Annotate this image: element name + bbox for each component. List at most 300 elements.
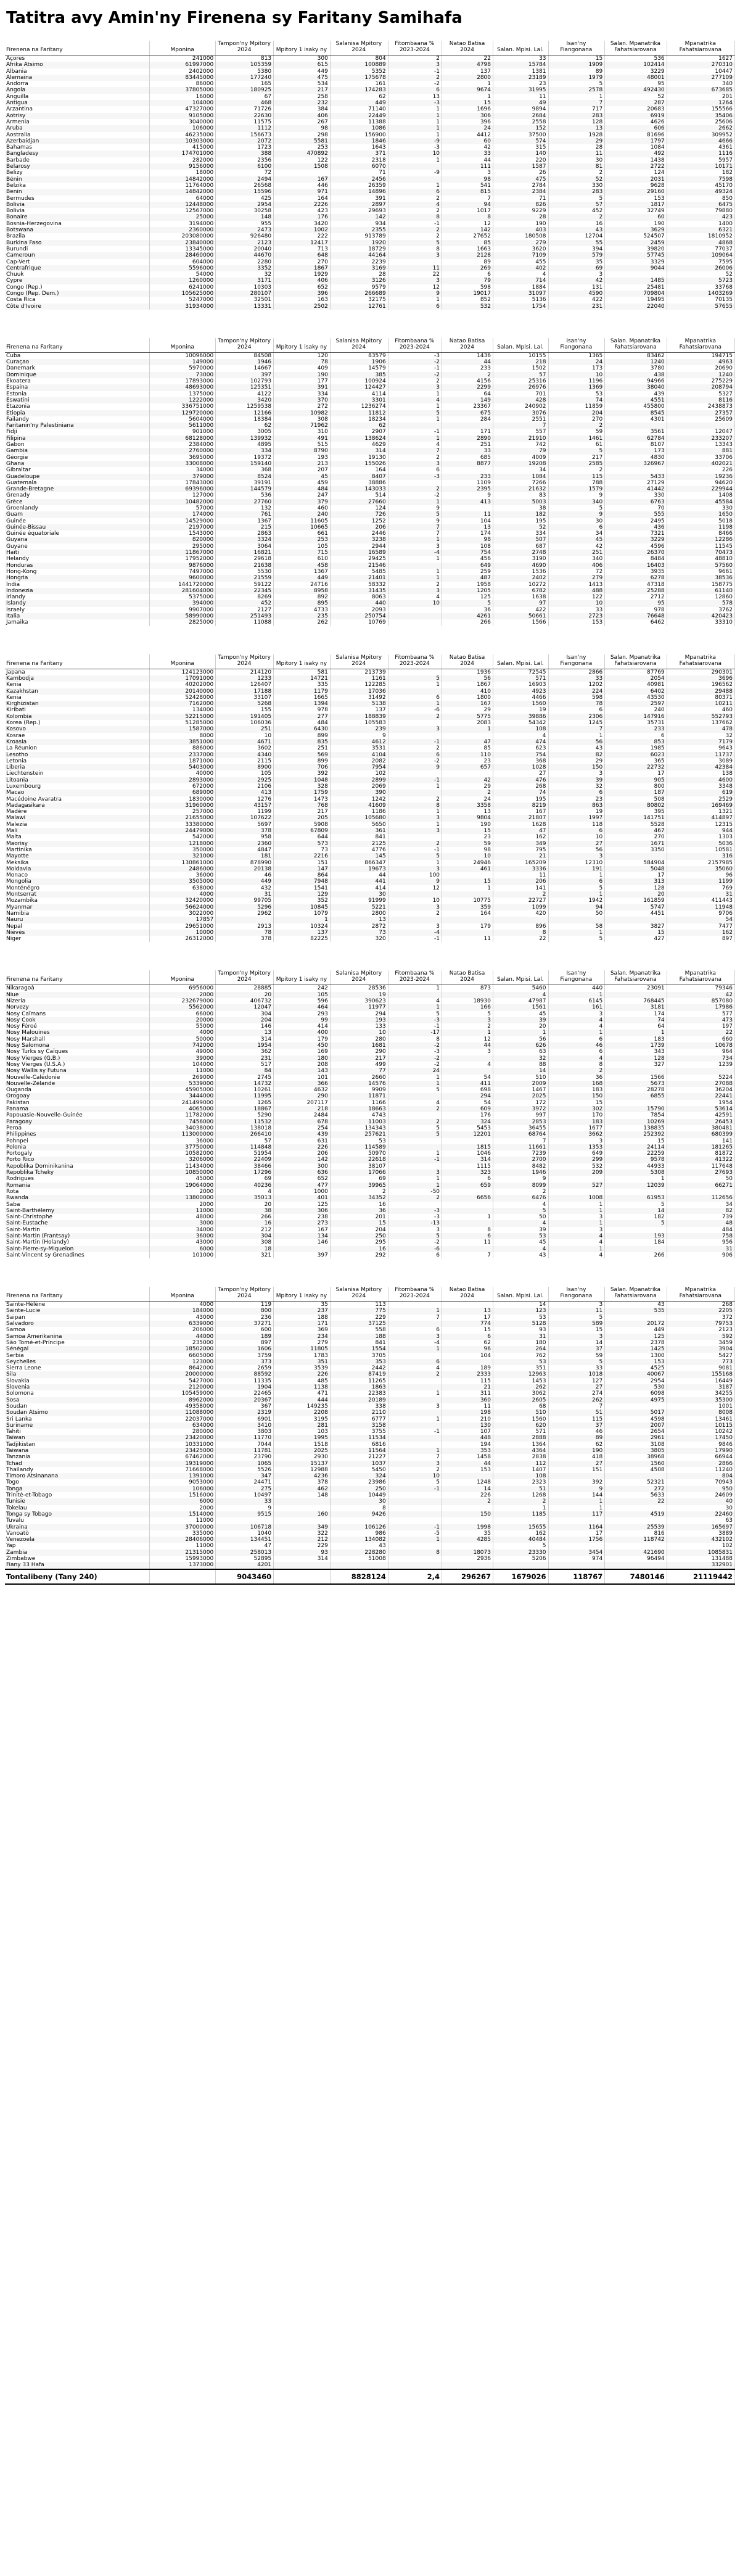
cell-average-publishers: 4114 <box>330 391 388 397</box>
cell-average-publishers: 31435 <box>330 588 388 594</box>
cell-baptized: 541 <box>442 183 493 189</box>
cell-ratio: 1783 <box>274 1353 331 1359</box>
cell-growth <box>388 607 442 613</box>
country-name: Guinée équatoriale <box>5 530 150 537</box>
cell-growth: 1 <box>388 157 442 163</box>
cell-growth: -1 <box>388 365 442 371</box>
cell-peak-publishers: 102793 <box>216 378 274 384</box>
cell-memorial-attendance: 2866 <box>667 1461 734 1467</box>
table-row <box>5 1075 735 1081</box>
cell-memorial-avg: 9044 <box>605 265 667 271</box>
cell-baptized: 189 <box>442 1365 493 1371</box>
cell-baptized: 2395 <box>442 486 493 492</box>
cell-baptized: 10775 <box>442 898 493 904</box>
cell-growth <box>388 1144 442 1150</box>
cell-peak-publishers: 897 <box>216 1340 274 1346</box>
cell-peak-publishers: 5526 <box>216 1467 274 1473</box>
cell-memorial-avg: 190 <box>605 221 667 227</box>
cell-population: 5247000 <box>150 297 216 303</box>
cell-growth: 1 <box>388 119 442 125</box>
cell-memorial-avg: 182 <box>605 1214 667 1220</box>
table-row <box>5 783 735 790</box>
cell-peak-publishers: 15596 <box>216 189 274 195</box>
column-header-memorial-attendance: Mpanatrika Fahatsiarovana <box>667 41 734 56</box>
cell-growth: 5 <box>388 1011 442 1017</box>
cell-peak-publishers: 126407 <box>216 682 274 688</box>
cell-memorial-avg: 102414 <box>605 62 667 68</box>
cell-ratio: 308 <box>274 416 331 423</box>
cell-peak-publishers: 12166 <box>216 410 274 416</box>
cell-baptized: 4156 <box>442 378 493 384</box>
cell-population: 257000 <box>150 809 216 815</box>
cell-growth: 6 <box>388 1359 442 1365</box>
cell-bible-studies: 620 <box>493 1422 549 1429</box>
table-row <box>5 1062 735 1068</box>
table-row <box>5 1081 735 1087</box>
cell-population: 14842000 <box>150 176 216 183</box>
cell-memorial-avg: 2597 <box>605 701 667 707</box>
cell-memorial-attendance: 7598 <box>667 176 734 183</box>
cell-congregations: 270 <box>548 416 605 423</box>
cell-baptized: 108 <box>442 543 493 550</box>
cell-peak-publishers: 3324 <box>216 537 274 543</box>
cell-congregations: 128 <box>548 119 605 125</box>
cell-baptized <box>442 930 493 936</box>
cell-memorial-attendance: 27088 <box>667 1081 734 1087</box>
country-name: Israely <box>5 607 150 613</box>
cell-ratio: 15137 <box>274 1461 331 1467</box>
country-name: Saint-Barthélemy <box>5 1208 150 1214</box>
cell-baptized: 873 <box>442 985 493 992</box>
cell-peak-publishers: 204 <box>216 1017 274 1023</box>
cell-peak-publishers: 600 <box>216 1327 274 1333</box>
cell-ratio: 167 <box>274 1227 331 1233</box>
cell-bible-studies: 896 <box>493 923 549 930</box>
cell-population: 50000 <box>150 1036 216 1042</box>
table-row <box>5 1371 735 1377</box>
country-name: Portogaly <box>5 1150 150 1157</box>
cell-congregations: 1 <box>548 1208 605 1214</box>
cell-congregations <box>548 1517 605 1524</box>
country-name: Nosy Vierges (G.B.) <box>5 1055 150 1062</box>
table-row <box>5 384 735 390</box>
cell-peak-publishers: 38 <box>216 1208 274 1214</box>
cell-average-publishers: 441 <box>330 878 388 885</box>
column-header-ratio: Mpitory 1 isaky ny <box>274 41 331 56</box>
cell-baptized: 2936 <box>442 1556 493 1562</box>
cell-peak-publishers: 32501 <box>216 297 274 303</box>
cell-baptized: 233 <box>442 365 493 371</box>
table-row <box>5 410 735 416</box>
cell-average-publishers: 12761 <box>330 303 388 310</box>
cell-memorial-attendance: 3904 <box>667 1346 734 1352</box>
cell-population: 18502000 <box>150 1346 216 1352</box>
cell-memorial-avg: 4451 <box>605 910 667 917</box>
cell-baptized <box>442 1208 493 1214</box>
cell-memorial-attendance: 79753 <box>667 1321 734 1327</box>
cell-bible-studies: 22727 <box>493 898 549 904</box>
country-name: Malta <box>5 834 150 840</box>
cell-memorial-attendance: 34 <box>667 1202 734 1208</box>
table-row <box>5 777 735 783</box>
cell-memorial-attendance: 2157985 <box>667 860 734 866</box>
cell-population: 6000 <box>150 1498 216 1505</box>
cell-memorial-attendance: 804 <box>667 1473 734 1479</box>
cell-congregations: 2 <box>548 467 605 473</box>
cell-baptized <box>442 467 493 473</box>
table-row <box>5 701 735 707</box>
cell-growth: -5 <box>388 1530 442 1537</box>
cell-bible-studies: 1268 <box>493 1492 549 1498</box>
cell-congregations: 2306 <box>548 714 605 720</box>
cell-memorial-avg: 1817 <box>605 202 667 208</box>
cell-memorial-attendance: 5224 <box>667 1075 734 1081</box>
cell-growth: 1 <box>388 403 442 410</box>
cell-bible-studies: 43 <box>493 1252 549 1258</box>
cell-memorial-avg: 395 <box>605 809 667 815</box>
cell-average-publishers: 87419 <box>330 1371 388 1377</box>
table-row <box>5 872 735 878</box>
cell-memorial-avg: 584904 <box>605 860 667 866</box>
cell-congregations: 1369 <box>548 384 605 390</box>
cell-average-publishers: 4776 <box>330 847 388 853</box>
table-row <box>5 1125 735 1131</box>
cell-baptized: 487 <box>442 575 493 581</box>
country-name: Nièvès <box>5 930 150 936</box>
cell-peak-publishers: 8524 <box>216 474 274 480</box>
cell-ratio: 8790 <box>274 448 331 454</box>
column-header-population: Mponina <box>150 338 216 353</box>
cell-congregations: 488 <box>548 588 605 594</box>
cell-peak-publishers: 367 <box>216 1403 274 1410</box>
cell-memorial-attendance: 25606 <box>667 119 734 125</box>
country-name: Grenady <box>5 492 150 498</box>
cell-bible-studies: 182 <box>493 511 549 518</box>
cell-growth: 7 <box>388 1315 442 1321</box>
cell-memorial-avg: 287 <box>605 100 667 106</box>
cell-baptized: 47 <box>442 739 493 745</box>
cell-memorial-avg: 6763 <box>605 499 667 505</box>
cell-ratio: 218 <box>274 1106 331 1112</box>
cell-population: 105459000 <box>150 1390 216 1397</box>
cell-memorial-avg: 183 <box>605 1036 667 1042</box>
cell-average-publishers: 5650 <box>330 822 388 828</box>
country-name: Kosrae <box>5 733 150 739</box>
cell-ratio: 188 <box>274 1315 331 1321</box>
table-row <box>5 505 735 511</box>
cell-baptized: 1 <box>442 885 493 891</box>
column-header-growth: Fitombaana % 2023-2024 <box>388 1287 442 1302</box>
cell-population: 49000 <box>150 1049 216 1055</box>
cell-congregations: 74 <box>548 397 605 403</box>
cell-average-publishers: 26359 <box>330 183 388 189</box>
cell-memorial-avg: 3827 <box>605 923 667 930</box>
cell-congregations: 115 <box>548 1416 605 1422</box>
table-row <box>5 480 735 486</box>
cell-congregations: 2585 <box>548 461 605 467</box>
cell-growth: 3 <box>388 62 442 68</box>
cell-population: 2760000 <box>150 448 216 454</box>
cell-population: 22037000 <box>150 1416 216 1422</box>
cell-average-publishers: 50970 <box>330 1150 388 1157</box>
country-name: Macédoine Avaratra <box>5 796 150 803</box>
cell-bible-studies: 4 <box>493 1220 549 1226</box>
cell-average-publishers: 841 <box>330 834 388 840</box>
cell-ratio: 206 <box>274 1150 331 1157</box>
cell-memorial-attendance: 478 <box>667 726 734 732</box>
cell-memorial-attendance: 10581 <box>667 847 734 853</box>
column-header-population: Mponina <box>150 970 216 985</box>
cell-bible-studies: 71 <box>493 196 549 202</box>
column-header-bible-studies: Salan. Mpisi. Lal. <box>493 970 549 985</box>
cell-baptized: 226 <box>442 1492 493 1498</box>
table-row <box>5 474 735 480</box>
cell-average-publishers <box>330 1517 388 1524</box>
cell-growth: 1 <box>388 297 442 303</box>
column-header-memorial-attendance: Mpanatrika Fahatsiarovana <box>667 338 734 353</box>
cell-peak-publishers: 3803 <box>216 1429 274 1435</box>
cell-average-publishers: 124 <box>330 505 388 511</box>
table-row <box>5 998 735 1004</box>
cell-average-publishers: 314 <box>330 448 388 454</box>
table-row <box>5 202 735 208</box>
cell-memorial-attendance: 552793 <box>667 714 734 720</box>
cell-memorial-avg: 2378 <box>605 1340 667 1346</box>
cell-bible-studies: 8482 <box>493 1163 549 1170</box>
cell-ratio: 137 <box>274 930 331 936</box>
table-row <box>5 1340 735 1346</box>
cell-memorial-avg: 1797 <box>605 138 667 144</box>
cell-bible-studies: 53 <box>493 1359 549 1365</box>
cell-population: 20000000 <box>150 1371 216 1377</box>
cell-baptized <box>442 505 493 511</box>
cell-baptized: 64 <box>442 391 493 397</box>
cell-memorial-avg: 7854 <box>605 1112 667 1118</box>
country-name: Myanmar <box>5 904 150 910</box>
cell-congregations: 863 <box>548 803 605 809</box>
cell-peak-publishers: 2280 <box>216 259 274 265</box>
cell-memorial-avg: 95 <box>605 81 667 87</box>
cell-memorial-avg: 2961 <box>605 1435 667 1441</box>
cell-growth: 1 <box>388 783 442 790</box>
table-row <box>5 745 735 751</box>
cell-population: 9907000 <box>150 607 216 613</box>
table-row <box>5 575 735 581</box>
cell-congregations: 29 <box>548 758 605 764</box>
cell-growth: 1 <box>388 1448 442 1454</box>
cell-memorial-avg: 4626 <box>605 119 667 125</box>
cell-memorial-attendance: 316 <box>667 853 734 859</box>
cell-baptized: 2083 <box>442 720 493 726</box>
cell-bible-studies: 701 <box>493 391 549 397</box>
cell-average-publishers: 193 <box>330 1017 388 1023</box>
cell-bible-studies: 2853 <box>493 1119 549 1125</box>
cell-memorial-avg <box>605 423 667 429</box>
cell-average-publishers: 14576 <box>330 1081 388 1087</box>
cell-average-publishers: 134343 <box>330 1125 388 1131</box>
column-header-baptized: Natao Batisa 2024 <box>442 970 493 985</box>
country-name: Monaco <box>5 872 150 878</box>
cell-peak-publishers: 280107 <box>216 291 274 297</box>
total-memorial-avg: 7480146 <box>605 1569 667 1584</box>
country-name: Serbia <box>5 1353 150 1359</box>
cell-peak-publishers: 3064 <box>216 543 274 550</box>
cell-memorial-avg: 124 <box>605 170 667 176</box>
cell-memorial-avg: 7321 <box>605 530 667 537</box>
cell-baptized: 198 <box>442 1410 493 1416</box>
cell-average-publishers: 295 <box>330 1239 388 1245</box>
cell-memorial-attendance: 956 <box>667 1239 734 1245</box>
cell-average-publishers: 2442 <box>330 1365 388 1371</box>
table-row <box>5 1087 735 1093</box>
table-row <box>5 1321 735 1327</box>
cell-bible-studies: 4 <box>493 733 549 739</box>
cell-average-publishers: 16 <box>330 1246 388 1252</box>
cell-bible-studies: 112 <box>493 1461 549 1467</box>
cell-average-publishers: 133 <box>330 1023 388 1030</box>
cell-average-publishers: 102 <box>330 770 388 777</box>
cell-bible-studies: 63 <box>493 1049 549 1055</box>
cell-bible-studies: 28 <box>493 214 549 220</box>
cell-ratio: 177 <box>274 378 331 384</box>
cell-ratio: 652 <box>274 1176 331 1182</box>
cell-growth: 4 <box>388 998 442 1004</box>
cell-average-publishers: 105583 <box>330 720 388 726</box>
cell-congregations: 1756 <box>548 1537 605 1543</box>
cell-average-publishers: 1186 <box>330 809 388 815</box>
table-row <box>5 992 735 998</box>
cell-population: 350000 <box>150 847 216 853</box>
country-name: Nosy Féroé <box>5 1023 150 1030</box>
cell-growth <box>388 1543 442 1549</box>
cell-congregations: 8 <box>548 1062 605 1068</box>
cell-population: 174000 <box>150 511 216 518</box>
cell-population: 1260000 <box>150 278 216 284</box>
table-row <box>5 524 735 530</box>
cell-ratio: 444 <box>274 1397 331 1403</box>
cell-baptized: 150 <box>442 1511 493 1517</box>
cell-ratio: 396 <box>274 291 331 297</box>
cell-memorial-attendance: 25609 <box>667 416 734 423</box>
cell-ratio: 4632 <box>274 1087 331 1093</box>
cell-congregations <box>548 1189 605 1195</box>
cell-population: 321000 <box>150 853 216 859</box>
cell-peak-publishers: 1112 <box>216 125 274 131</box>
cell-growth: 3 <box>388 1403 442 1410</box>
column-header-memorial-avg: Salan. Mpanatrika Fahatsiarovana <box>605 970 667 985</box>
cell-population: 8000 <box>150 733 216 739</box>
cell-congregations: 52 <box>548 176 605 183</box>
cell-bible-studies: 1884 <box>493 284 549 291</box>
table-row <box>5 619 735 625</box>
cell-population: 67462000 <box>150 1454 216 1460</box>
cell-bible-studies: 19 <box>493 707 549 713</box>
table-row <box>5 1042 735 1049</box>
cell-peak-publishers: 4847 <box>216 847 274 853</box>
cell-peak-publishers: 22630 <box>216 113 274 119</box>
column-header-congregations: Isan'ny Fiangonana <box>548 338 605 353</box>
cell-ratio: 610 <box>274 556 331 562</box>
table-row <box>5 278 735 284</box>
cell-bible-studies: 4 <box>493 1202 549 1208</box>
cell-peak-publishers: 44670 <box>216 252 274 258</box>
cell-population: 69396000 <box>150 486 216 492</box>
cell-memorial-avg: 4975 <box>605 1397 667 1403</box>
table-row <box>5 461 735 467</box>
cell-growth: 1 <box>388 1390 442 1397</box>
cell-memorial-attendance: 79880 <box>667 208 734 214</box>
table-row <box>5 1505 735 1511</box>
cell-memorial-avg: 5017 <box>605 1410 667 1416</box>
table-header-row <box>5 970 735 985</box>
cell-ratio: 258 <box>274 94 331 100</box>
cell-ratio: 409 <box>274 365 331 371</box>
cell-peak-publishers: 368 <box>216 467 274 473</box>
cell-congregations: 28 <box>548 144 605 151</box>
cell-average-publishers: 20189 <box>330 1397 388 1403</box>
country-name: Bolivia <box>5 202 150 208</box>
table-row <box>5 81 735 87</box>
cell-average-publishers: 36 <box>330 1208 388 1214</box>
cell-memorial-attendance: 964 <box>667 1049 734 1055</box>
cell-congregations: 151 <box>548 1467 605 1473</box>
cell-baptized: 8 <box>442 214 493 220</box>
table-row <box>5 208 735 214</box>
cell-congregations: 16 <box>548 221 605 227</box>
cell-peak-publishers: 20 <box>216 1202 274 1208</box>
cell-population: 17091000 <box>150 675 216 682</box>
country-name: Samoa Amerikanina <box>5 1334 150 1340</box>
total-peak-publishers: 9043460 <box>216 1569 274 1584</box>
cell-peak-publishers: 4122 <box>216 391 274 397</box>
cell-population: 18000 <box>150 170 216 176</box>
cell-memorial-attendance: 50 <box>667 1176 734 1182</box>
cell-population: 11000 <box>150 1068 216 1074</box>
cell-baptized: 7 <box>442 196 493 202</box>
cell-average-publishers: 266689 <box>330 291 388 297</box>
cell-peak-publishers: 22345 <box>216 588 274 594</box>
cell-baptized: 11 <box>442 936 493 942</box>
cell-memorial-avg: 6 <box>605 733 667 739</box>
table-row <box>5 1448 735 1454</box>
cell-congregations: 6 <box>548 878 605 885</box>
cell-baptized: 13 <box>442 809 493 815</box>
cell-peak-publishers: 180925 <box>216 87 274 93</box>
cell-congregations: 115 <box>548 474 605 480</box>
cell-growth: -17 <box>388 1030 442 1036</box>
cell-average-publishers: 3301 <box>330 397 388 403</box>
country-name: Mali <box>5 828 150 834</box>
cell-average-publishers: 11265 <box>330 1378 388 1384</box>
cell-bible-studies: 33 <box>493 56 549 62</box>
cell-congregations: 251 <box>548 550 605 556</box>
cell-peak-publishers: 2962 <box>216 910 274 917</box>
cell-bible-studies: 1364 <box>493 1442 549 1448</box>
cell-peak-publishers: 362 <box>216 1049 274 1055</box>
cell-congregations: 1413 <box>548 582 605 588</box>
cell-population: 2000 <box>150 1505 216 1511</box>
cell-average-publishers: 5138 <box>330 701 388 707</box>
country-name: Trinité-et-Tobago <box>5 1492 150 1498</box>
country-name: Guinée-Bissau <box>5 524 150 530</box>
cell-population: 40202000 <box>150 682 216 688</box>
cell-memorial-avg: 141751 <box>605 815 667 821</box>
cell-memorial-avg: 15 <box>605 930 667 936</box>
country-name: Armenia <box>5 119 150 125</box>
cell-baptized: 7 <box>442 1252 493 1258</box>
cell-population: 4000 <box>150 1030 216 1036</box>
cell-baptized: 60 <box>442 138 493 144</box>
